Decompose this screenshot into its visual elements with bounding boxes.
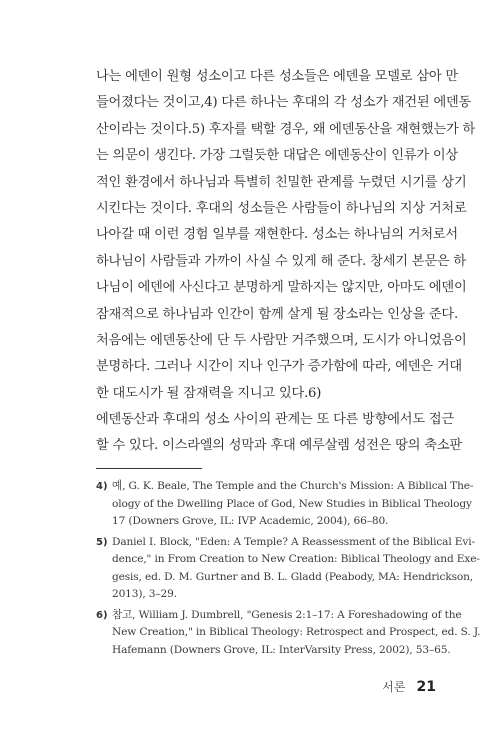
body-line: 분명하다. 그러나 시간이 지나 인구가 증가함에 따라, 에덴은 거대 <box>96 359 462 375</box>
page-number: 21 <box>416 679 436 695</box>
footnote-5 <box>96 534 480 604</box>
body-line: 한 대도시가 될 잠재력을 지니고 있다.6) <box>96 385 322 401</box>
footnote-divider <box>96 468 202 469</box>
footnote-line: dence," in From Creation to New Creation: Biblical Theology and Exe- <box>112 553 480 565</box>
footnote-line: ology of the Dwelling Place of God, New Studies in Biblical Theology <box>112 497 472 510</box>
footnote-line: 예, G. K. Beale, The Temple and the Church's Mission: A Biblical The- <box>112 480 474 492</box>
footnotes <box>96 478 481 662</box>
body-line: 적인 환경에서 하나님과 특별히 친밀한 관계를 누렸던 시기를 상기 <box>96 174 467 190</box>
footnote-line: 참고, William J. Dumbrell, "Genesis 2:1–17: A Foreshadowing of the <box>112 608 462 621</box>
body-line: 잠재적으로 하나님과 인간이 함께 살게 될 장소라는 인상을 준다. <box>96 306 458 322</box>
page-footer <box>382 676 436 696</box>
body-line: 할 수 있다. 이스라엘의 성막과 후대 예루살렘 성전은 땅의 축소판 <box>96 438 462 454</box>
footnote-4 <box>96 478 474 531</box>
footnote-number: 4) <box>96 481 108 492</box>
body-line: 는 의문이 생긴다. 가장 그럴듯한 대답은 에덴동산이 인류가 이상 <box>96 148 458 164</box>
footnote-number: 5) <box>96 536 108 548</box>
footnote-line: New Creation," in Biblical Theology: Retrospect and Prospect, ed. S. J. <box>112 626 481 638</box>
footnote-6 <box>96 607 481 660</box>
section-label: 서론 <box>382 680 406 694</box>
footnote-line: 17 (Downers Grove, IL: IVP Academic, 2004), 66–80. <box>112 515 389 527</box>
body-line: 시킨다는 것이다. 후대의 성소들은 사람들이 하나님의 지상 거처로 <box>96 200 467 216</box>
body-text <box>96 64 476 460</box>
body-line: 나는 에덴이 원형 성소이고 다른 성소들은 에덴을 모델로 삼아 만 <box>96 69 458 84</box>
footnote-line: Daniel I. Block, "Eden: A Temple? A Reassessment of the Biblical Evi- <box>112 535 475 548</box>
footnote-line: gesis, ed. D. M. Gurtner and B. L. Gladd (Peabody, MA: Hendrickson, <box>112 570 473 583</box>
body-line: 산이라는 것이다.5) 후자를 택할 경우, 왜 에덴동산을 재현했는가 하 <box>96 121 476 137</box>
body-line: 하나님이 사람들과 가까이 사실 수 있게 해 준다. 창세기 본문은 하 <box>96 253 466 269</box>
body-line: 처음에는 에덴동산에 단 두 사람만 거주했으며, 도시가 아니었음이 <box>96 332 467 348</box>
footnote-line: 2013), 3–29. <box>112 588 177 600</box>
body-line: 들어졌다는 것이고,4) 다른 하나는 후대의 각 성소가 재건된 에덴동 <box>96 95 472 111</box>
footnote-number: 6) <box>96 609 108 621</box>
footnote-line: Hafemann (Downers Grove, IL: InterVarsity Press, 2002), 53–65. <box>112 643 451 656</box>
body-line: 에덴동산과 후대의 성소 사이의 관계는 또 다른 방향에서도 접근 <box>96 412 454 428</box>
body-line: 나아갈 때 이런 경험 일부를 재현한다. 성소는 하나님의 거처로서 <box>96 227 458 243</box>
body-line: 나님이 에덴에 사신다고 분명하게 말하지는 않지만, 아마도 에덴이 <box>96 280 467 296</box>
